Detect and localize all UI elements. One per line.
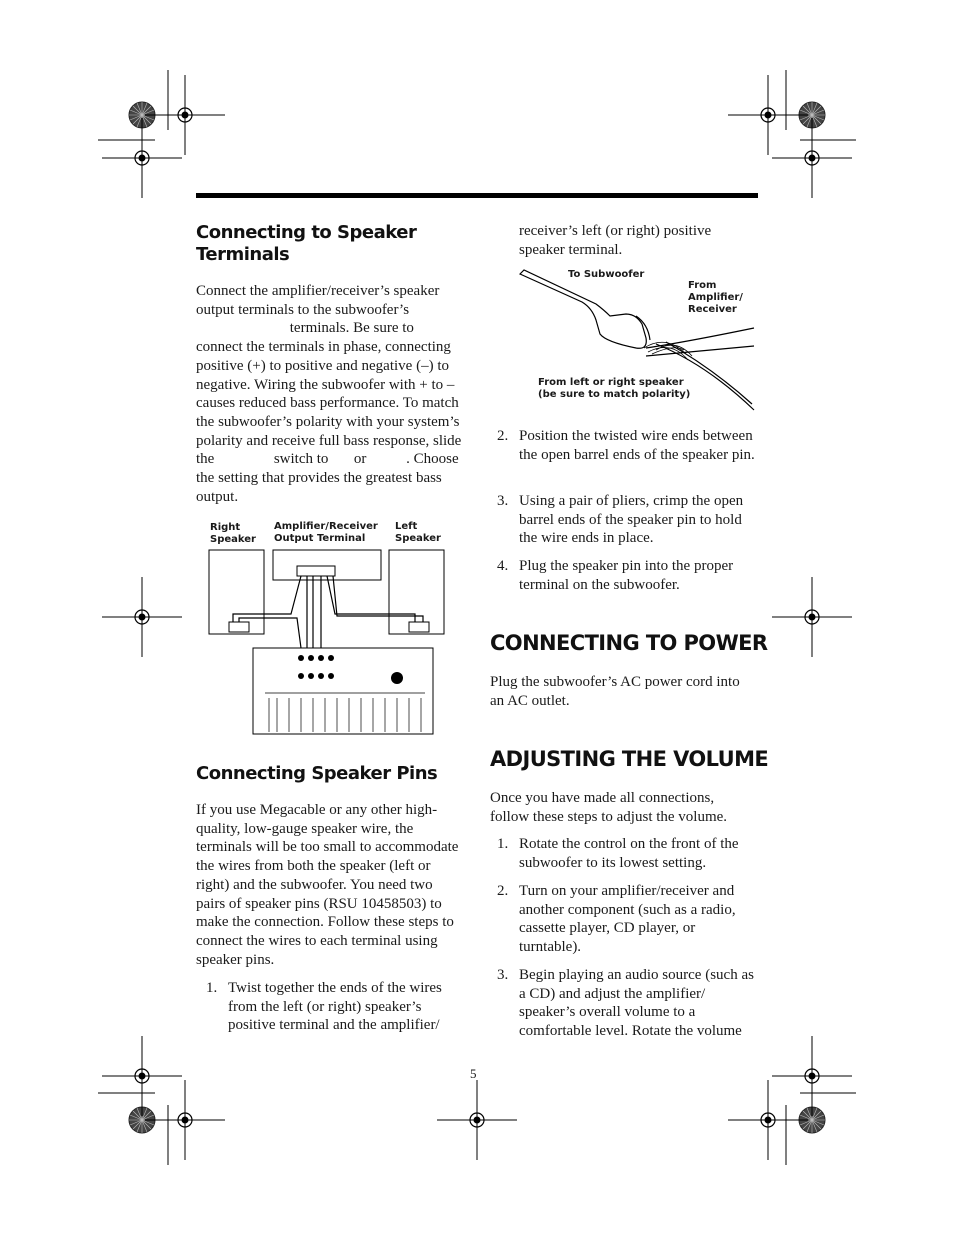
side-mark-left — [102, 577, 182, 657]
corner-mark-top-right — [728, 70, 856, 198]
wiring-drawing — [205, 518, 455, 738]
from-amplifier-label: From Amplifier/ Receiver — [688, 280, 743, 315]
left-speaker-label: Left Speaker — [395, 521, 441, 544]
wiring-diagram — [205, 518, 455, 738]
page-number: 5 — [470, 1066, 477, 1081]
speaker-pin-drawing — [516, 264, 758, 414]
section-heading-volume: ADJUSTING THE VOLUME — [490, 747, 769, 771]
corner-mark-top-left — [98, 70, 225, 198]
volume-paragraph: Once you have made all connections, follow these steps to adjust the volume. — [490, 790, 728, 825]
section-heading-speaker-terminals: Connecting to Speaker Terminals — [196, 222, 417, 265]
header-rule — [196, 193, 758, 198]
right-speaker-label: Right Speaker — [210, 522, 256, 545]
continued-text: receiver’s left (or right) positive speaker terminal. — [519, 223, 712, 258]
bottom-center-mark — [437, 1080, 517, 1160]
amplifier-label: Amplifier/Receiver Output Terminal — [274, 521, 378, 544]
to-subwoofer-label: To Subwoofer — [568, 269, 645, 280]
side-mark-right — [772, 577, 852, 657]
corner-mark-bottom-left — [98, 1036, 225, 1165]
speaker-terminals-paragraph: Connect the amplifier/receiver’s speaker output terminals to the subwoofer’s terminals. Be sure to connect the terminals in phase, connecting positive (+) to positive and negative (–) to negative. Wiring the subwoofer with + to – causes reduced bass performance. To match the subwoofer’s polarity with your system’s polarity and receive full bass response, slide the switch to or . Choose the setting that provides the greatest bass output. — [196, 283, 462, 505]
speaker-pins-paragraph: If you use Megacable or any other high-quality, low-gauge speaker wire, the terminals will be too small to accommodate the wires from both the speaker (left or right) and the subwoofer. You need two pairs of speaker pins (RSU 10458503) to make the connection. Follow these steps to connect the wires to each terminal using speaker pins. — [196, 802, 459, 968]
power-paragraph: Plug the subwoofer’s AC power cord into an AC outlet. — [490, 674, 740, 709]
section-heading-speaker-pins: Connecting Speaker Pins — [196, 763, 438, 784]
from-speaker-label: From left or right speaker (be sure to match polarity) — [538, 377, 691, 400]
speaker-pin-figure — [516, 264, 758, 414]
section-heading-power: CONNECTING TO POWER — [490, 631, 768, 655]
corner-mark-bottom-right — [728, 1036, 856, 1165]
